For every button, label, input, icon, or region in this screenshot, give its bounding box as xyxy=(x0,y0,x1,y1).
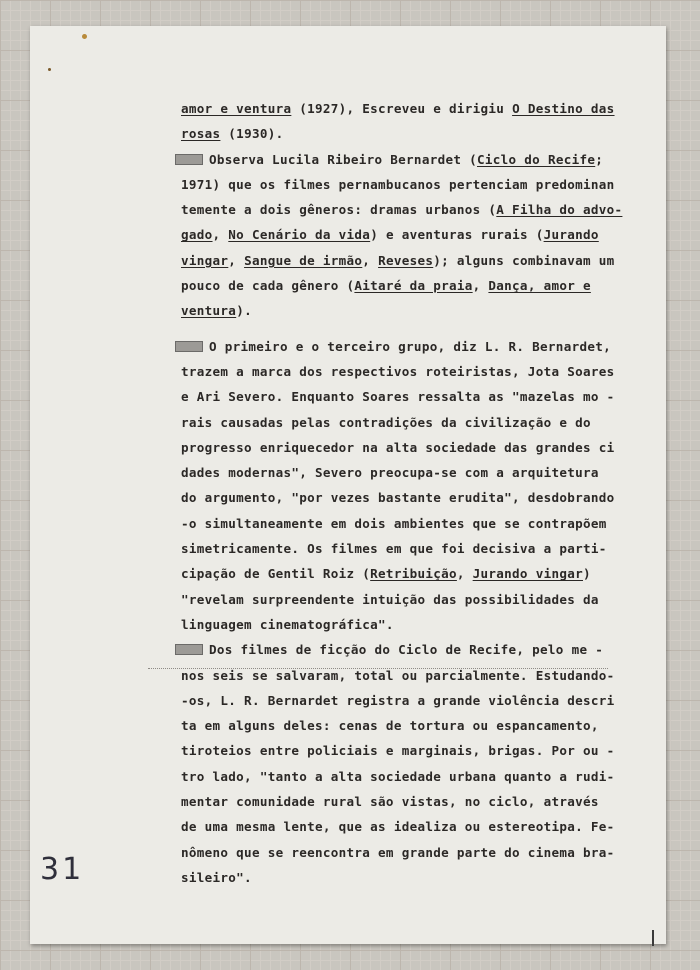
underlined-title: ventura xyxy=(181,303,237,319)
text-segment: Dos filmes de ficção do Ciclo de Recife, pelo me - xyxy=(209,642,604,658)
text-line xyxy=(181,789,641,814)
paragraph-mark xyxy=(175,341,203,352)
text-segment: ) xyxy=(583,566,591,582)
text-segment: O primeiro e o terceiro grupo, diz L. R. Bernardet, xyxy=(209,338,611,354)
text-line xyxy=(181,298,641,323)
text-segment: rais causadas pelas contradições da civilização e do xyxy=(181,414,591,430)
text-line xyxy=(181,248,641,273)
text-segment: pouco de cada gênero ( xyxy=(181,278,355,294)
underlined-title: Aitaré da praia xyxy=(354,278,473,294)
text-line xyxy=(181,359,641,384)
typewritten-text xyxy=(181,96,641,890)
text-line xyxy=(181,485,641,510)
text-segment: ta em alguns deles: cenas de tortura ou espancamento, xyxy=(181,718,599,734)
paragraph-mark xyxy=(175,154,203,165)
text-line xyxy=(181,738,641,763)
text-segment: nômeno que se reencontra em grande parte do cinema bra- xyxy=(181,844,615,860)
text-segment: , xyxy=(212,227,229,243)
underlined-title: vingar xyxy=(181,252,229,268)
text-line xyxy=(181,536,641,561)
underlined-title: Dança, amor e xyxy=(488,278,591,294)
text-segment: tro lado, "tanto a alta sociedade urbana quanto a rudi- xyxy=(181,768,615,784)
text-line xyxy=(181,96,641,121)
paragraph-mark xyxy=(175,644,203,655)
text-line xyxy=(181,587,641,612)
text-line xyxy=(181,222,641,247)
underlined-title: Sangue de irmão xyxy=(244,252,363,268)
underlined-title: Ciclo do Recife xyxy=(477,151,596,167)
text-segment: ; xyxy=(595,151,604,167)
text-line xyxy=(181,612,641,637)
underlined-title: Retribuição xyxy=(370,566,457,582)
underlined-title: O Destino das xyxy=(512,101,615,116)
text-line xyxy=(181,814,641,839)
text-segment: , xyxy=(362,252,379,268)
text-segment: sileiro". xyxy=(181,869,252,885)
text-line xyxy=(171,334,641,359)
edge-mark xyxy=(652,930,654,946)
text-segment: tiroteios entre policiais e marginais, brigas. Por ou - xyxy=(181,743,615,759)
text-segment: ); alguns combinavam um xyxy=(433,252,615,268)
text-segment: simetricamente. Os filmes em que foi decisiva a parti- xyxy=(181,541,607,557)
text-segment: (1930). xyxy=(220,126,284,142)
text-line xyxy=(181,460,641,485)
text-line xyxy=(181,172,641,197)
text-segment: ). xyxy=(236,303,252,319)
text-line xyxy=(171,147,641,172)
text-segment: cipação de Gentil Roiz ( xyxy=(181,566,371,582)
text-line xyxy=(181,865,641,890)
text-line xyxy=(181,764,641,789)
text-segment: , xyxy=(472,278,489,294)
text-segment: (1927), Escreveu e dirigiu xyxy=(291,101,513,116)
text-segment: Observa Lucila Ribeiro Bernardet ( xyxy=(209,151,477,167)
text-segment: dades modernas", Severo preocupa-se com a arquitetura xyxy=(181,465,599,481)
text-segment: ) e aventuras rurais ( xyxy=(370,227,544,243)
text-segment: progresso enriquecedor na alta sociedade das grandes ci xyxy=(181,439,615,455)
text-line xyxy=(181,713,641,738)
underlined-title: rosas xyxy=(181,126,221,142)
underlined-title: A Filha do advo- xyxy=(496,202,623,218)
text-line xyxy=(181,840,641,865)
text-segment: de uma mesma lente, que as idealiza ou estereotipa. Fe- xyxy=(181,819,615,835)
text-line xyxy=(181,384,641,409)
text-segment: -o simultaneamente em dois ambientes que se contrapõem xyxy=(181,515,607,531)
text-segment: -os, L. R. Bernardet registra a grande violência descri xyxy=(181,692,615,708)
text-segment: , xyxy=(456,566,473,582)
text-line xyxy=(181,197,641,222)
stain-mark xyxy=(82,34,87,39)
text-segment: temente a dois gêneros: dramas urbanos ( xyxy=(181,202,497,218)
underlined-title: Jurando vingar xyxy=(472,566,583,582)
text-line xyxy=(181,561,641,586)
text-line xyxy=(181,511,641,536)
text-line xyxy=(181,273,641,298)
text-line xyxy=(171,637,641,662)
underlined-title: amor e ventura xyxy=(181,101,292,116)
underlined-title: gado xyxy=(181,227,213,243)
text-segment: trazem a marca dos respectivos roteiristas, Jota Soares xyxy=(181,363,615,379)
text-segment: linguagem cinematográfica". xyxy=(181,616,394,632)
text-segment: , xyxy=(228,252,245,268)
text-line xyxy=(181,410,641,435)
text-segment: nos seis se salvaram, total ou parcialmente. Estudando- xyxy=(181,667,615,683)
paragraph-gap xyxy=(181,324,641,334)
text-segment: e Ari Severo. Enquanto Soares ressalta as "mazelas mo - xyxy=(181,389,615,405)
text-line xyxy=(181,688,641,713)
text-segment: do argumento, "por vezes bastante erudita", desdobrando xyxy=(181,490,615,506)
text-line xyxy=(181,435,641,460)
handwritten-page-number: 31 xyxy=(40,852,85,887)
text-segment: "revelam surpreendente intuição das possibilidades da xyxy=(181,591,599,607)
text-segment: 1971) que os filmes pernambucanos pertenciam predominan xyxy=(181,176,615,192)
text-line xyxy=(181,663,641,688)
underlined-title: No Cenário da vida xyxy=(228,227,371,243)
underlined-title: Reveses xyxy=(378,252,434,268)
text-segment: mentar comunidade rural são vistas, no ciclo, através xyxy=(181,794,599,810)
stain-mark xyxy=(48,68,51,71)
underlined-title: Jurando xyxy=(543,227,599,243)
text-line xyxy=(181,121,641,146)
